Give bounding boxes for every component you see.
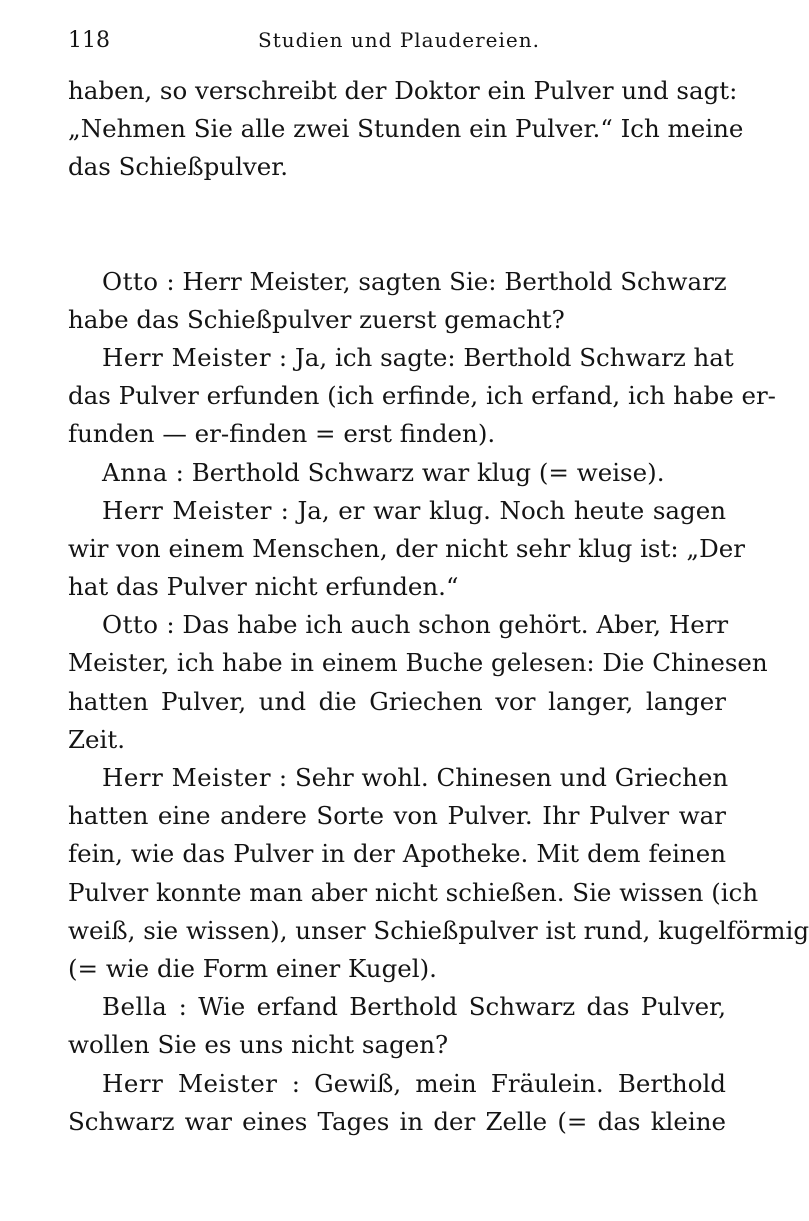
text-line: hat das Pulver nicht erfunden.“ <box>68 572 459 602</box>
book-page <box>68 28 809 1141</box>
text-line: Meister, ich habe in einem Buche gelesen: Die Chinesen <box>68 648 768 678</box>
dialogue-turn: Herr Meister : Sehr wohl. Chinesen und Griechen hatten eine andere Sorte von Pulver. Ihr Pulver war fein, wie das Pulver in der Apotheke. Mit dem feinen Pulver konnte man aber nicht schießen. Sie wissen (ich weiß, sie wissen), unser Schießpulver ist rund, kugelförmig (= wie die Form einer Kugel). <box>68 759 726 988</box>
text-line: weiß, sie wissen), unser Schießpulver ist rund, kugelförmig <box>68 915 809 945</box>
dialogue-text: Herr Meister, sagten Sie: Berthold Schwarz <box>182 266 727 296</box>
body-text <box>68 72 809 1141</box>
text-line: das Schießpulver. <box>68 152 289 182</box>
page-number: 118 <box>68 28 110 53</box>
text-line: fein, wie das Pulver in der Apotheke. Mit dem feinen <box>68 839 726 869</box>
section-gap <box>68 187 726 263</box>
speaker-name: Otto <box>102 610 159 640</box>
dialogue-turn: Herr Meister : Ja, er war klug. Noch heute sagen wir von einem Menschen, der nicht sehr klug ist: „Der hat das Pulver nicht erfunden.“ <box>68 492 726 607</box>
dialogue-text: Sehr wohl. Chinesen und Griechen <box>294 763 729 792</box>
text-line: Schwarz war eines Tages in der Zelle (= das kleine <box>68 1106 726 1136</box>
text-line: haben, so verschreibt der Doktor ein Pulver und sagt: <box>68 76 738 105</box>
running-title: Studien und Plaudereien. <box>258 28 540 52</box>
dialogue-turn: Bella : Wie erfand Berthold Schwarz das Pulver, wollen Sie es uns nicht sagen? <box>68 988 726 1064</box>
speaker-name: Herr Meister <box>102 495 272 525</box>
page-header <box>68 28 726 72</box>
speaker-name: Herr Meister <box>102 763 272 792</box>
text-line: funden — er-finden = erst finden). <box>68 419 496 449</box>
speaker-name: Bella <box>102 992 168 1022</box>
dialogue-text: Berthold Schwarz war klug (= weise). <box>191 457 665 487</box>
speaker-name: Otto <box>102 266 159 296</box>
text-line: hatten Pulver, und die Griechen vor langer, langer <box>68 686 726 716</box>
text-line: Zeit. <box>68 724 125 754</box>
text-line: „Nehmen Sie alle zwei Stunden ein Pulver.“ Ich meine <box>68 114 744 144</box>
text-line: habe das Schießpulver zuerst gemacht? <box>68 304 565 334</box>
text-line: wir von einem Menschen, der nicht sehr klug ist: „Der <box>68 533 745 563</box>
dialogue-turn: Otto : Herr Meister, sagten Sie: Berthold Schwarz habe das Schießpulver zuerst gemacht? <box>68 263 726 339</box>
dialogue-text: Ja, er war klug. Noch heute sagen <box>297 495 726 525</box>
dialogue-text: Ja, ich sagte: Berthold Schwarz hat <box>294 342 734 372</box>
dialogue-text: Wie erfand Berthold Schwarz das Pulver, <box>198 992 726 1022</box>
text-line: hatten eine andere Sorte von Pulver. Ihr Pulver war <box>68 801 726 831</box>
text-line: das Pulver erfunden (ich erfinde, ich erfand, ich habe er- <box>68 381 776 411</box>
dialogue-turn: Anna : Berthold Schwarz war klug (= weise). <box>102 457 665 487</box>
dialogue-turn: Herr Meister : Gewiß, mein Fräulein. Berthold Schwarz war eines Tages in der Zelle (= das kleine <box>68 1065 726 1141</box>
dialogue-text: Das habe ich auch schon gehört. Aber, Herr <box>182 610 729 640</box>
speaker-name: Anna <box>102 457 168 487</box>
dialogue-turn: Otto : Das habe ich auch schon gehört. Aber, Herr Meister, ich habe in einem Buche gelesen: Die Chinesen hatten Pulver, und die Griechen vor langer, langer Zeit. <box>68 606 726 759</box>
speaker-name: Herr Meister <box>102 1068 278 1098</box>
text-line: Pulver konnte man aber nicht schießen. Sie wissen (ich <box>68 877 759 907</box>
text-line: wollen Sie es uns nicht sagen? <box>68 1030 449 1060</box>
text-line: (= wie die Form einer Kugel). <box>68 953 437 983</box>
speaker-name: Herr Meister <box>102 342 272 372</box>
intro-paragraph <box>68 72 744 187</box>
dialogue-text: Gewiß, mein Fräulein. Berthold <box>314 1068 726 1098</box>
dialogue-turn: Herr Meister : Ja, ich sagte: Berthold Schwarz hat das Pulver erfunden (ich erfinde, ich erfand, ich habe er- funden — er-finden = erst finden). <box>68 339 726 454</box>
